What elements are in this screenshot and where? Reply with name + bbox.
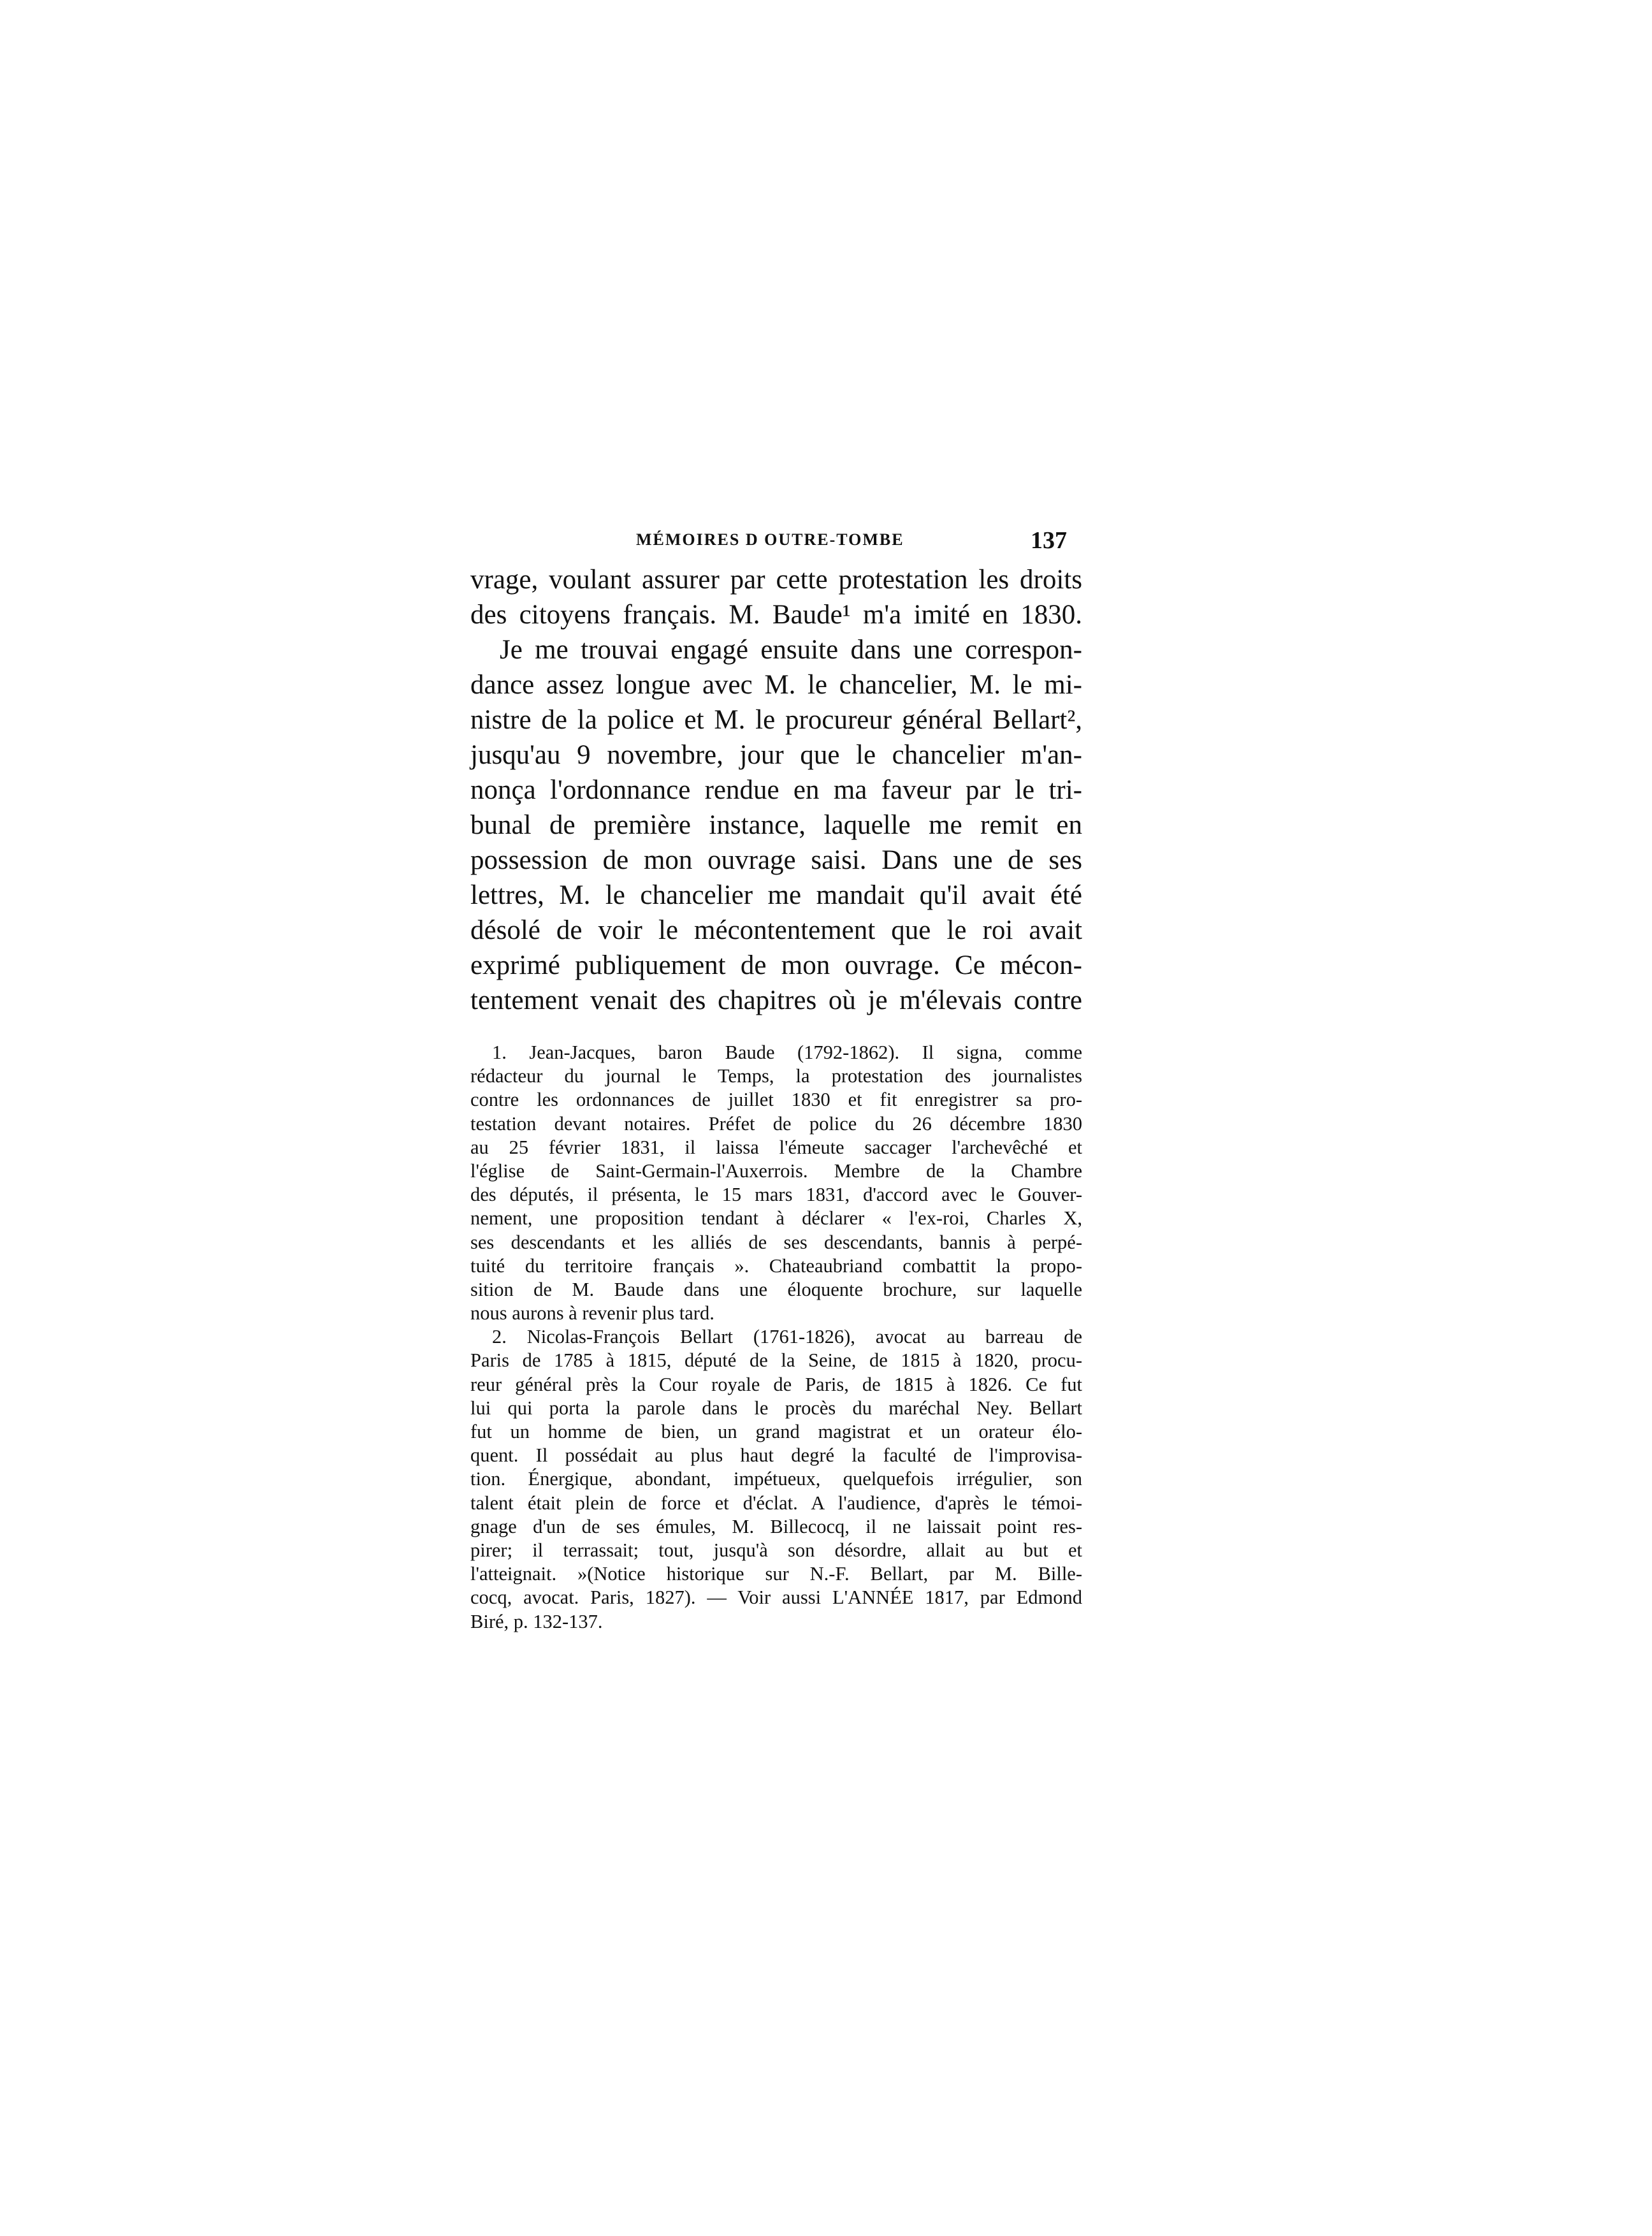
footnotes	[470, 1041, 1082, 1634]
body-line: exprimé publiquement de mon ouvrage. Ce mécon-	[470, 950, 1082, 980]
page-number: 137	[1031, 527, 1067, 554]
footnote-line: tuité du territoire français ». Chateaubriand combattit la propo-	[470, 1254, 1082, 1277]
footnote-line: des députés, il présenta, le 15 mars 1831, d'accord avec le Gouver-	[470, 1184, 1082, 1206]
footnote-line: 2. Nicolas-François Bellart (1761-1826), avocat au barreau de	[492, 1326, 1082, 1348]
footnote-line: l'atteignait. »(Notice historique sur N.-F. Bellart, par M. Bille-	[470, 1563, 1082, 1585]
footnote-line: quent. Il possédait au plus haut degré la faculté de l'improvisa-	[470, 1444, 1082, 1467]
footnote-line: testation devant notaires. Préfet de police du 26 décembre 1830	[470, 1112, 1082, 1135]
footnote-line: cocq, avocat. Paris, 1827). — Voir aussi L'ANNÉE 1817, par Edmond	[470, 1586, 1082, 1609]
footnote-line: ses descendants et les alliés de ses descendants, bannis à perpé-	[470, 1231, 1082, 1253]
footnote-line: lui qui porta la parole dans le procès du maréchal Ney. Bellart	[470, 1397, 1082, 1419]
body-line: nonça l'ordonnance rendue en ma faveur par le tri-	[470, 775, 1082, 805]
footnote-line: reur général près la Cour royale de Paris, de 1815 à 1826. Ce fut	[470, 1373, 1082, 1395]
footnote-line: au 25 février 1831, il laissa l'émeute saccager l'archevêché et	[470, 1136, 1082, 1158]
footnote-line: sition de M. Baude dans une éloquente brochure, sur laquelle	[470, 1278, 1082, 1300]
footnote-line: rédacteur du journal le Temps, la protestation des journalistes	[470, 1065, 1082, 1087]
running-title: MÉMOIRES D OUTRE-TOMBE	[636, 530, 904, 549]
footnote-line: l'église de Saint-Germain-l'Auxerrois. Membre de la Chambre	[470, 1159, 1082, 1182]
body-line: dance assez longue avec M. le chancelier, M. le mi-	[470, 670, 1082, 700]
footnote-line: nement, une proposition tendant à déclarer « l'ex-roi, Charles X,	[470, 1207, 1082, 1230]
footnote-line: 1. Jean-Jacques, baron Baude (1792-1862). Il signa, comme	[492, 1042, 1082, 1063]
body-line: possession de mon ouvrage saisi. Dans une de ses	[470, 845, 1082, 875]
footnote-line: gnage d'un de ses émules, M. Billecocq, il ne laissait point res-	[470, 1515, 1082, 1537]
body-line: jusqu'au 9 novembre, jour que le chancelier m'an-	[470, 740, 1082, 770]
footnote-line: fut un homme de bien, un grand magistrat et un orateur élo-	[470, 1421, 1082, 1442]
body-line: tentement venait des chapitres où je m'élevais contre	[470, 985, 1082, 1015]
footnote-line: nous aurons à revenir plus tard.	[470, 1302, 714, 1325]
footnote-line: tion. Énergique, abondant, impétueux, quelquefois irrégulier, son	[470, 1468, 1082, 1490]
body-line: lettres, M. le chancelier me mandait qu'il avait été	[470, 880, 1082, 910]
body-line: bunal de première instance, laquelle me remit en	[470, 810, 1082, 840]
footnote-line: Biré, p. 132-137.	[470, 1610, 603, 1632]
footnote-line: talent était plein de force et d'éclat. A l'audience, d'après le témoi-	[470, 1492, 1082, 1514]
running-head	[470, 526, 1082, 560]
page-text-block	[470, 526, 1082, 1634]
footnote-line: contre les ordonnances de juillet 1830 et fit enregistrer sa pro-	[470, 1089, 1082, 1111]
footnote-line: Paris de 1785 à 1815, député de la Seine, de 1815 à 1820, procu-	[470, 1349, 1082, 1372]
body-line: des citoyens français. M. Baude¹ m'a imité en 1830.	[470, 600, 1082, 630]
body-line: Je me trouvai engagé ensuite dans une correspon-	[500, 635, 1082, 665]
body-line: nistre de la police et M. le procureur général Bellart²,	[470, 705, 1082, 735]
body-line: vrage, voulant assurer par cette protestation les droits	[470, 565, 1082, 595]
main-text	[470, 562, 1082, 1018]
footnote-line: pirer; il terrassait; tout, jusqu'à son désordre, allait au but et	[470, 1539, 1082, 1561]
body-line: désolé de voir le mécontentement que le roi avait	[470, 915, 1082, 945]
